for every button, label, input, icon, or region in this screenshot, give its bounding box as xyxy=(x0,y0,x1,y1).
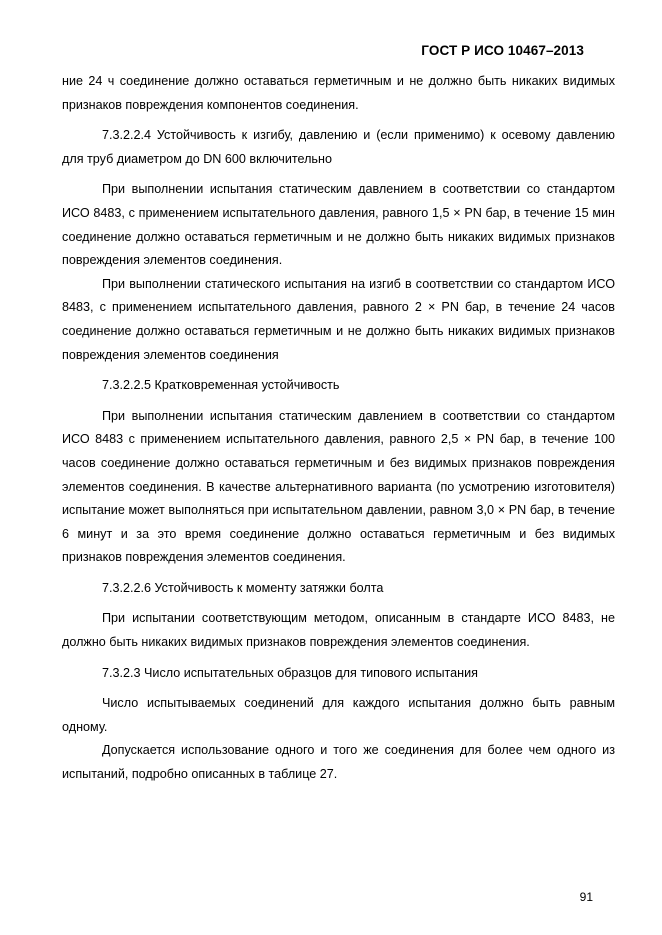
section-heading-7-3-2-3: 7.3.2.3 Число испытательных образцов для типового испытания xyxy=(102,665,478,680)
paragraph-short-term-resistance: При выполнении испытания статическим давлением в соответствии со стандартом ИСО 8483 с применением испытательного давления, равного 2,5 × PN бар, в течение 100 часов соединение должно оставаться герметичным и без видимых признаков повреждения элементов соединения. В качестве альтернативного варианта (по усмотрению изготовителя) испытание может выполняться при испытательном давлении, равном 3,0 × PN бар, в течение 6 минут и за это время соединение должно оставаться герметичным и без видимых признаков повреждения элементов соединения. xyxy=(62,408,615,565)
paragraph-static-bending-test: При выполнении статического испытания на изгиб в соответствии со стандартом ИСО 8483, с применением испытательного давления, равного 2 × PN бар, в течение 24 часов соединение должно оставаться герметичным и не должно быть никаких видимых признаков повреждения элементов соединения xyxy=(62,276,615,362)
paragraph-bolt-torque: При испытании соответствующим методом, описанным в стандарте ИСО 8483, не должно быть никаких видимых признаков повреждения элементов соединения. xyxy=(62,611,615,650)
paragraph-static-pressure-test: При выполнении испытания статическим давлением в соответствии со стандартом ИСО 8483, с применением испытательного давления, равного 1,5 × PN бар, в течение 15 мин соединение должно оставаться герметичным и не должно быть никаких видимых признаков повреждения элементов соединения. xyxy=(62,182,615,268)
section-heading-7-3-2-2-6: 7.3.2.2.6 Устойчивость к моменту затяжки болта xyxy=(102,580,384,595)
section-heading-7-3-2-2-5: 7.3.2.2.5 Кратковременная устойчивость xyxy=(102,378,340,393)
paragraph-sample-count: Число испытываемых соединений для каждого испытания должно быть равным одному. xyxy=(62,696,615,734)
paragraph-reuse-permission: Допускается использование одного и того же соединения для более чем одного из испытаний, подробно описанных в таблице 27. xyxy=(62,743,615,782)
section-heading-7-3-2-2-4: 7.3.2.2.4 Устойчивость к изгибу, давлению и (если применимо) к осевому давлению для труб диаметром до DN 600 включительно xyxy=(62,128,615,166)
page-number: 91 xyxy=(579,890,593,904)
document-body xyxy=(62,70,615,787)
paragraph-continuation: ние 24 ч соединение должно оставаться герметичным и не должно быть никаких видимых признаков повреждения компонентов соединения. xyxy=(62,74,615,112)
standard-header: ГОСТ Р ИСО 10467–2013 xyxy=(421,43,584,58)
